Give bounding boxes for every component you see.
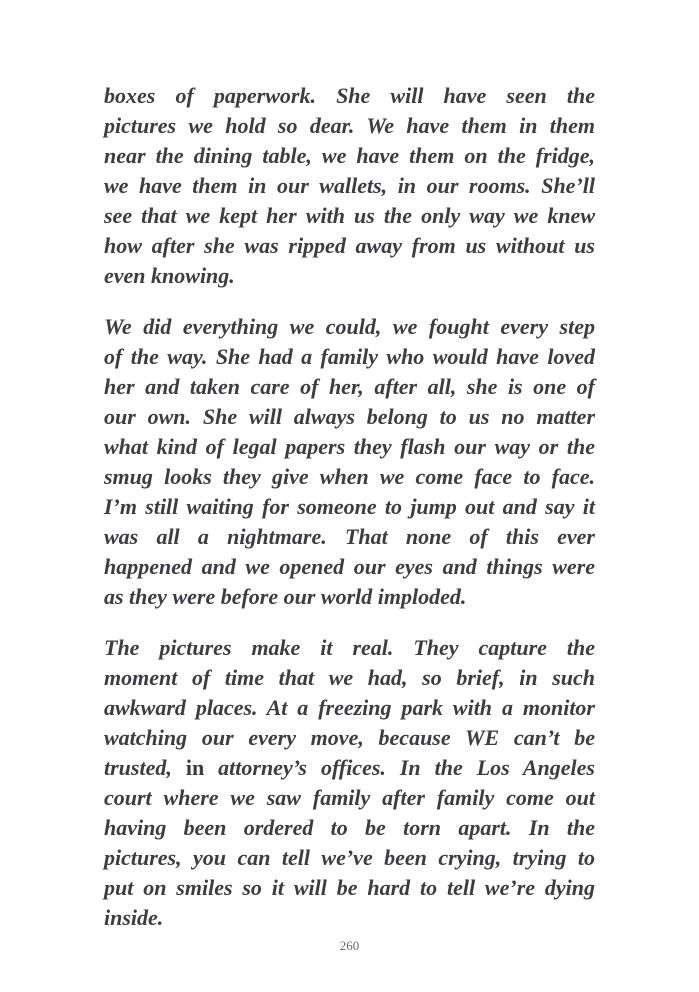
upright-word: in	[185, 755, 205, 780]
text-line: how after she was ripped away from us without us	[104, 233, 595, 258]
paragraph	[104, 633, 595, 933]
text-line: of the way. She had a family who would have loved	[104, 344, 595, 369]
text-line: watching our every move, because WE can’t be	[104, 725, 595, 750]
text-line: near the dining table, we have them on the fridge,	[104, 143, 595, 168]
text-line: our own. She will always belong to us no matter	[104, 404, 595, 429]
text-line: her and taken care of her, after all, she is one of	[104, 374, 595, 399]
text-line: awkward places. At a freezing park with a monitor	[104, 695, 595, 720]
text-line: put on smiles so it will be hard to tell we’re dying	[104, 875, 595, 900]
text-line: I’m still waiting for someone to jump out and say it	[104, 494, 595, 519]
text-line: having been ordered to be torn apart. In the	[104, 815, 595, 840]
text-line: court where we saw family after family come out	[104, 785, 595, 810]
text-line: smug looks they give when we come face to face.	[104, 464, 595, 489]
text-line: boxes of paperwork. She will have seen the	[104, 83, 595, 108]
text-line: was all a nightmare. That none of this ever	[104, 524, 595, 549]
paragraph	[104, 312, 595, 612]
text-line	[104, 753, 595, 783]
text-line: The pictures make it real. They capture the	[104, 635, 595, 660]
text-line: as they were before our world imploded.	[104, 584, 467, 609]
paragraph	[104, 81, 595, 291]
text-block	[104, 81, 595, 933]
text-line: happened and we opened our eyes and things were	[104, 554, 595, 579]
text-line: even knowing.	[104, 263, 235, 288]
text-line: pictures we hold so dear. We have them in them	[104, 113, 595, 138]
text-line: see that we kept her with us the only way we knew	[104, 203, 595, 228]
text-line: inside.	[104, 905, 164, 930]
text-line: what kind of legal papers they flash our way or the	[104, 434, 595, 459]
text-line: we have them in our wallets, in our rooms. She’ll	[104, 173, 595, 198]
text-line: moment of time that we had, so brief, in such	[104, 665, 595, 690]
text-segment: trusted,	[104, 755, 186, 780]
text-segment: attorney’s offices. In the Los Angeles	[204, 755, 595, 780]
text-line: We did everything we could, we fought every step	[104, 314, 595, 339]
page-number: 260	[339, 938, 360, 953]
text-line: pictures, you can tell we’ve been crying, trying to	[104, 845, 595, 870]
